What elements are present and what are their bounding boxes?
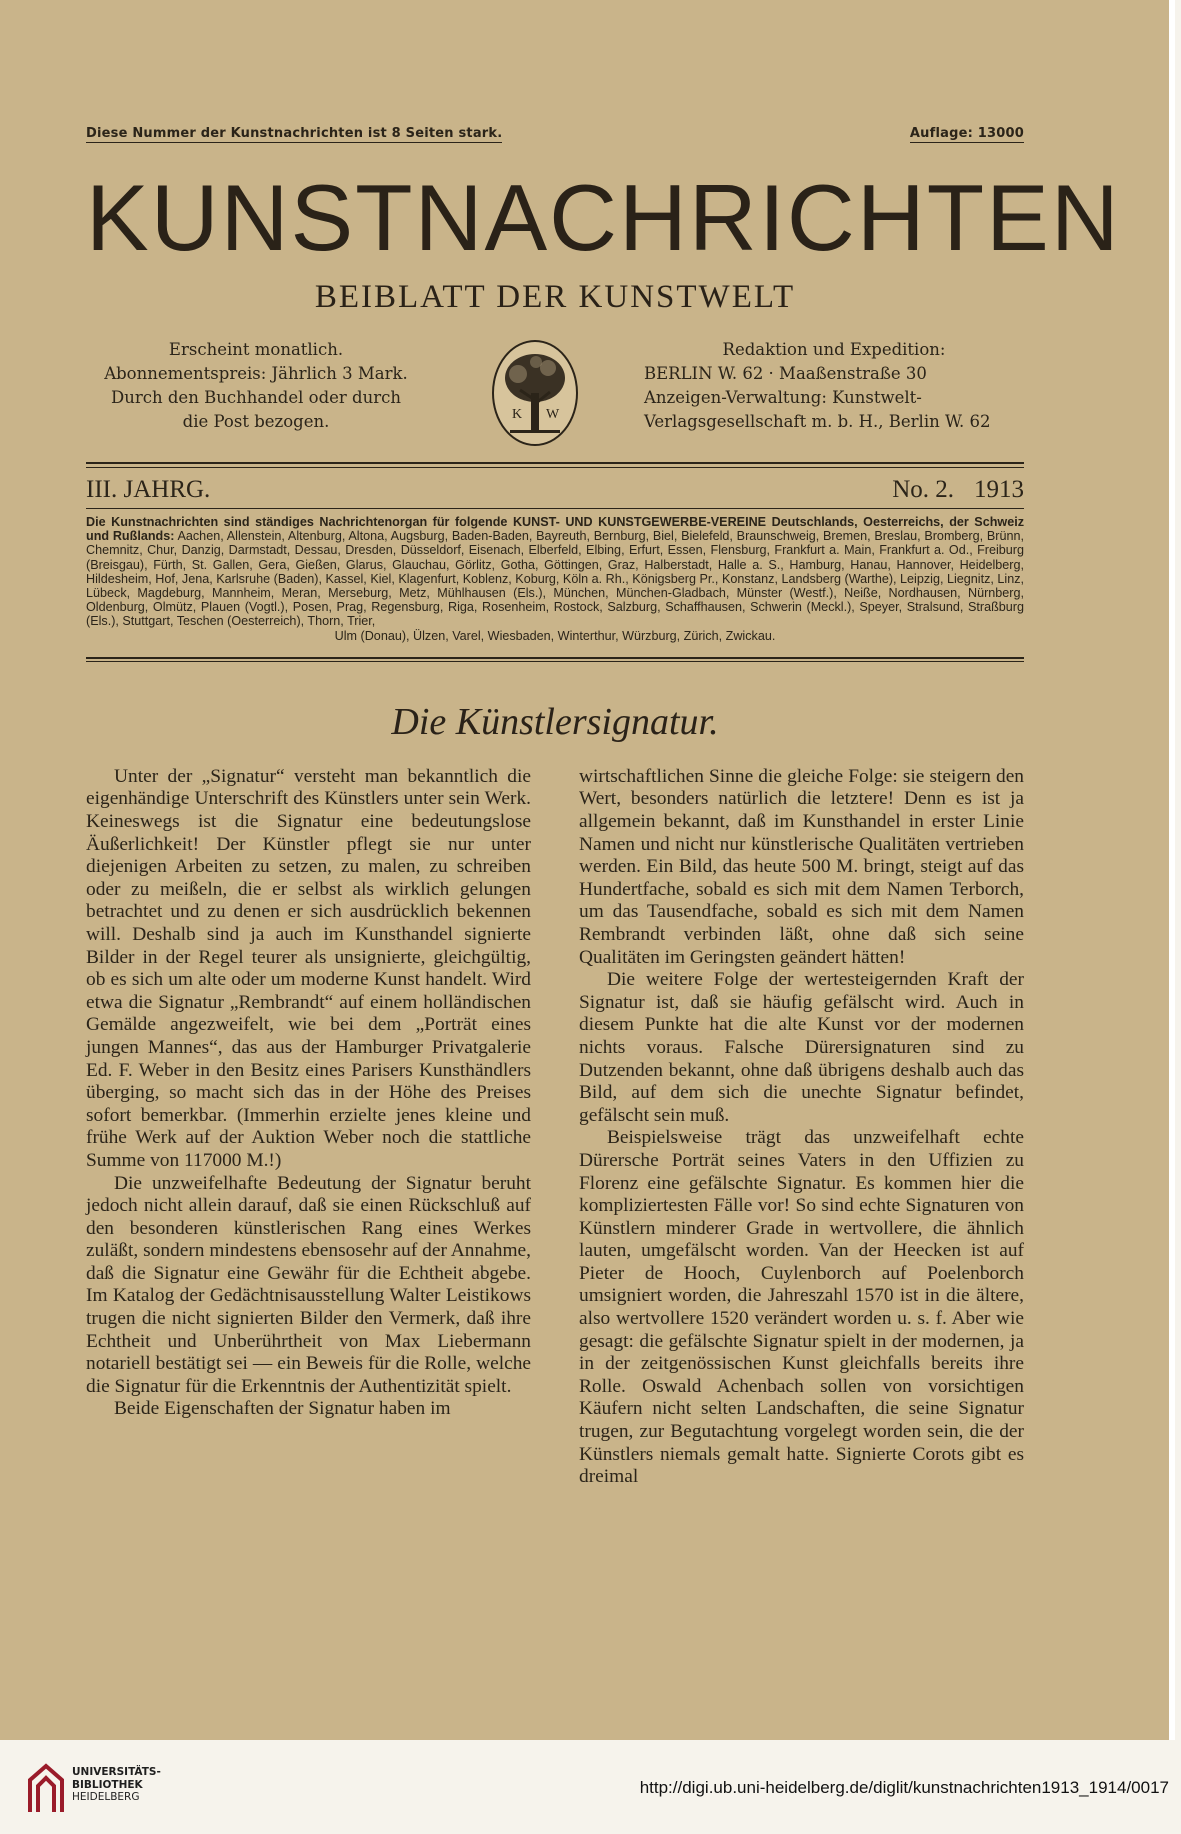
issue-number: No. 2. <box>892 476 954 503</box>
logo-letter-k: K <box>512 407 523 422</box>
article-column-right <box>579 766 1024 1489</box>
volume-year: III. JAHRG. <box>86 476 211 503</box>
library-name <box>72 1766 161 1804</box>
info-left-line: die Post bezogen. <box>182 412 330 431</box>
volume-divider <box>86 508 1024 509</box>
info-left-line: Erscheint monatlich. <box>168 340 344 359</box>
article-paragraph: Beispielsweise trägt das unzweifelhaft echte Dürersche Porträt seines Vaters in den Uffizien zu Florenz eine gefälschte Signatur. Es kommen hier die kompliziertesten Fälle vor! So sind echte Signaturen von Künstlern minderer Grade in wertvollere, die ähnlich lauten, umgefälscht worden. Van der Heecken ist auf Pieter de Hooch, Cuylenborch auf Poelenborch umsigniert worden, die Jahreszahl 1570 ist in die ältere, also wertvollere 1520 verändert worden u. s. f. Aber wie gesagt: die gefälschte Signatur spielt in der modernen, ja in der zeitgenössischen Kunst gleichfalls bereits ihre Rolle. Oswald Achenbach sollen von vorsichtigen Käufern nicht selten Landschaften, die seine Signatur trugen, zur Begutachtung vorgelegt worden sein, die der Künstlers niemals gemalt hatte. Signierte Corots gibt es dreimal <box>579 1127 1024 1488</box>
publication-info <box>86 338 1024 448</box>
source-url-link[interactable]: http://digi.ub.uni-heidelberg.de/diglit/kunstnachrichten1913_1914/0017 <box>639 1778 1169 1797</box>
article-paragraph: wirtschaftlichen Sinne die gleiche Folge: sie steigern den Wert, besonders natürlich die letztere! Denn es ist ja allgemein bekannt, daß im Kunsthandel in erster Linie Namen und nicht nur künstlerische Qualitäten vertrieben werden. Ein Bild, das heute 500 M. bringt, steigt auf das Hundertfache, sobald es sich mit dem Namen Terborch, um das Tausendfache, sobald es sich mit dem Namen Rembrandt verbinden läßt, ohne daß sich seine Qualitäten im Geringsten geändert hätten! <box>579 765 1024 968</box>
library-line: BIBLIOTHEK <box>72 1778 143 1791</box>
article-body <box>86 766 1024 1489</box>
associations-list <box>86 515 1024 643</box>
associations-lead: Die Kunstnachrichten sind ständiges Nachrichtenorgan für folgende KUNST- UND KUNSTGEWERBE-VEREINE Deutschlands, Oesterreichs, der Schweiz und Rußlands: <box>86 515 1024 544</box>
info-right-line: Verlagsgesellschaft m. b. H., Berlin W. 62 <box>644 412 991 431</box>
header-divider <box>86 462 1024 468</box>
issue-info-line <box>86 126 1024 143</box>
info-left-line: Durch den Buchhandel oder durch <box>111 388 401 407</box>
library-line: HEIDELBERG <box>72 1791 140 1803</box>
info-right-line: Redaktion und Expedition: <box>722 340 946 359</box>
publisher-tree-logo-icon <box>490 338 580 448</box>
associations-divider <box>86 657 1024 662</box>
library-line: UNIVERSITÄTS- <box>72 1766 161 1778</box>
issue-year: 1913 <box>974 476 1024 503</box>
volume-line <box>86 476 1024 508</box>
logo-letter-w: W <box>546 407 560 422</box>
article-paragraph: Beide Eigenschaften der Signatur haben im <box>114 1398 451 1420</box>
masthead-title: KUNSTNACHRICHTEN <box>86 165 1121 270</box>
subscription-info <box>86 338 426 434</box>
info-right-line: BERLIN W. 62 · Maaßenstraße 30 <box>644 364 927 383</box>
article-title: Die Künstlersignatur. <box>391 700 719 743</box>
article-paragraph: Die unzweifelhafte Bedeutung der Signatur beruht jedoch nicht allein darauf, daß sie einen Rückschluß auf den besonderen künstlerischen Rang eines Werkes zuläßt, sondern mindestens ebensosehr auf der Annahme, daß die Signatur eine Gewähr für die Echtheit abgebe. Im Katalog der Gedächtnisausstellung Walter Leistikows trugen die nicht signierten Bilder den Vermerk, daß ihre Echtheit und Unberührtheit von Max Liebermann notariell bestätigt sei — ein Beweis für die Rolle, welche die Signatur für die Erkenntnis der Authentizität spielt. <box>86 1172 531 1397</box>
article-paragraph: Die weitere Folge der wertesteigernden Kraft der Signatur ist, daß sie häufig gefälscht wird. Auch in diesem Punkte hat die alte Kunst vor der modernen nichts voraus. Falsche Dürersignaturen sind zu Dutzenden bekannt, ohne daß übrigens deshalb auch das Bild, auf dem sich die unechte Signatur befindet, gefälscht sein muß. <box>579 969 1024 1126</box>
associations-cities: Aachen, Allenstein, Altenburg, Altona, Augsburg, Baden-Baden, Bayreuth, Bernburg, Biel, Bielefeld, Braunschweig, Bremen, Breslau, Bromberg, Brünn, Chemnitz, Chur, Danzig, Darmstadt, Dessau, Dresden, Düsseldorf, Eisenach, Elberfeld, Elbing, Erfurt, Essen, Flensburg, Frankfurt a. Main, Frankfurt a. Od., Freiburg (Breisgau), Fürth, St. Gallen, Gera, Gießen, Glarus, Glauchau, Görlitz, Gotha, Göttingen, Graz, Halberstadt, Halle a. S., Hamburg, Hanau, Hannover, Heidelberg, Hildesheim, Hof, Jena, Karlsruhe (Baden), Kassel, Kiel, Klagenfurt, Koblenz, Koburg, Köln a. Rh., Königsberg Pr., Konstanz, Landsberg (Warthe), Leipzig, Liegnitz, Linz, Lübeck, Magdeburg, Mannheim, Meran, Merseburg, Metz, Mühlhausen (Els.), München, München-Gladbach, Münster (Westf.), Neiße, Nordhausen, Nürnberg, Oldenburg, Olmütz, Plauen (Vogtl.), Posen, Prag, Regensburg, Riga, Rosenheim, Rostock, Salzburg, Schaffhausen, Schwerin (Meckl.), Speyer, Stralsund, Straßburg (Els.), Stuttgart, Teschen (Oesterreich), Thorn, Trier, <box>86 529 1024 629</box>
info-right-line: Anzeigen-Verwaltung: Kunstwelt- <box>644 388 922 407</box>
circulation-note: Auflage: 13000 <box>909 126 1024 141</box>
editorial-info <box>644 338 1024 434</box>
article-column-left <box>86 766 531 1489</box>
masthead-subtitle: BEIBLATT DER KUNSTWELT <box>314 279 796 315</box>
associations-last-line: Ulm (Donau), Ülzen, Varel, Wiesbaden, Winterthur, Würzburg, Zürich, Zwickau. <box>334 628 776 643</box>
viewer-footer <box>0 1740 1181 1834</box>
university-library-logo-icon <box>26 1762 66 1818</box>
page-count-note: Diese Nummer der Kunstnachrichten ist 8 Seiten stark. <box>86 126 503 141</box>
article-paragraph: Unter der „Signatur“ versteht man bekanntlich die eigenhändige Unterschrift des Künstlers unter sein Werk. Keineswegs ist die Signatur eine bedeutungslose Äußerlichkeit! Der Künstler pflegt sie nur unter diejenigen Arbeiten zu setzen, zu malen, zu schreiben oder zu meißeln, die er selbst als wirklich gelungen betrachtet und zu denen er sich ausdrücklich bekennen will. Deshalb sind ja auch im Kunsthandel signierte Bilder in der Regel teurer als unsignierte, gleichgültig, ob es sich um alte oder um moderne Kunst handelt. Wird etwa die Signatur „Rembrandt“ auf einem holländischen Gemälde angezweifelt, wie bei dem „Porträt eines jungen Mannes“, das aus der Hamburger Privatgalerie Ed. F. Weber in den Besitz eines Parisers Kunsthändlers überging, so macht sich das in der Höhe des Preises sofort bemerkbar. (Immerhin erzielte jenes kleine und frühe Werk auf der Auktion Weber noch die stattliche Summe von 117000 M.!) <box>86 765 531 1171</box>
newspaper-page <box>86 126 1121 1489</box>
info-left-line: Abonnementspreis: Jährlich 3 Mark. <box>104 364 408 383</box>
